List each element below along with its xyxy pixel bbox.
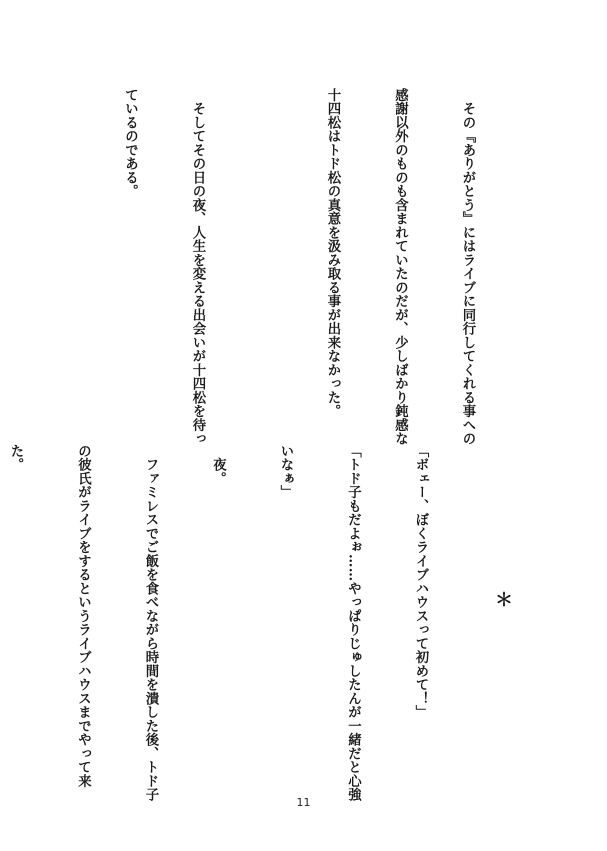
text-line: 夜。 [210,444,227,486]
page-number: 11 [296,796,311,809]
text-line: 感謝以外のものも含まれていたのだが、少しばかり鈍感な [392,88,409,446]
text-line: ファミレスでご飯を食べながら時間を潰した後、トド子 [143,444,159,802]
section-separator: ＊ [495,590,513,611]
text-line: そしてその日の夜、人生を変える出会いが十四松を待っ [190,88,206,446]
text-line-blank [254,88,277,428]
text-line: いなぁ」 [278,444,294,499]
text-line: その『ありがとう』にはライブに同行してくれる事への [460,88,476,446]
text-line: 「トド子もだよぉ……やっぱりじゅしたんが一緒だと心強 [345,444,362,802]
lower-text-block [0,444,477,802]
text-line: ているのである。 [122,88,139,198]
text-line: の彼氏がライブをするというライブハウスまでやって来 [75,444,92,788]
text-line: 十四松はトド松の真意を汲み取る事が出来なかった。 [325,88,341,418]
text-line: 「ボェー、ぼくライブハウスって初めて！」 [413,444,429,719]
text-line: た。 [8,444,24,472]
upper-text-block [74,88,524,446]
